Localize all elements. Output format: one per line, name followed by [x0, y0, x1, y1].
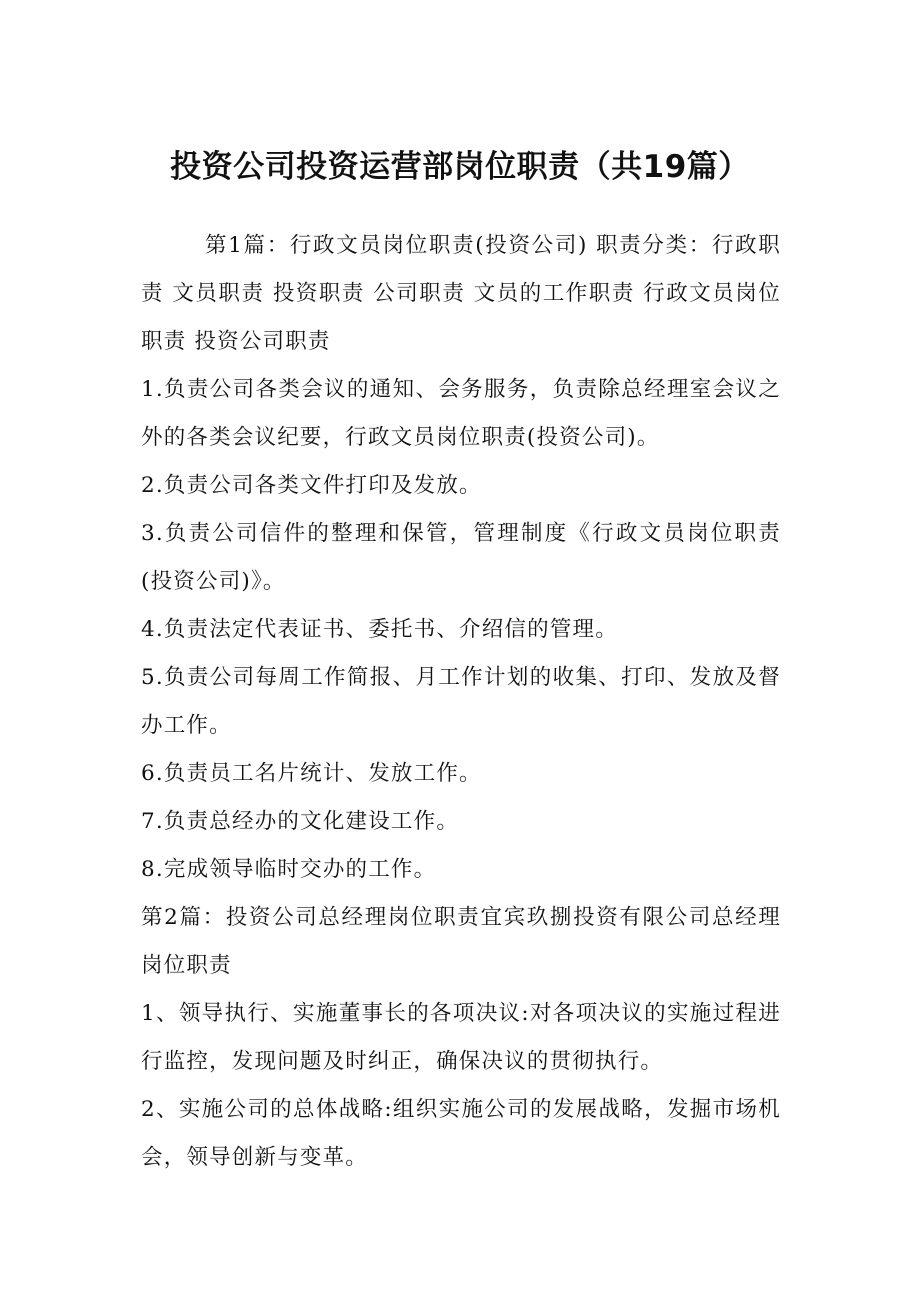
- duty-item: 1、领导执行、实施董事长的各项决议:对各项决议的实施过程进行监控，发现问题及时纠正，确保决议的贯彻执行。: [141, 1001, 781, 1074]
- duty-item: 5.负责公司每周工作简报、月工作计划的收集、打印、发放及督办工作。: [141, 665, 781, 738]
- duty-item: 1.负责公司各类会议的通知、会务服务，负责除总经理室会议之外的各类会议纪要，行政文员岗位职责(投资公司)。: [141, 377, 781, 450]
- document-body: [141, 222, 781, 1182]
- section-2-heading: 第2篇：投资公司总经理岗位职责宜宾玖捌投资有限公司总经理岗位职责: [141, 905, 781, 978]
- duty-item: 2.负责公司各类文件打印及发放。: [141, 473, 482, 498]
- duty-item: 8.完成领导临时交办的工作。: [141, 857, 437, 882]
- duty-item: 4.负责法定代表证书、委托书、介绍信的管理。: [141, 617, 618, 642]
- document-title: 投资公司投资运营部岗位职责（共19篇）: [170, 149, 750, 185]
- duty-item: 6.负责员工名片统计、发放工作。: [141, 761, 482, 786]
- duty-item: 2、实施公司的总体战略:组织实施公司的发展战略，发掘市场机会，领导创新与变革。: [141, 1097, 781, 1170]
- duty-item: 3.负责公司信件的整理和保管，管理制度《行政文员岗位职责(投资公司)》。: [141, 521, 781, 594]
- duty-item: 7.负责总经办的文化建设工作。: [141, 809, 460, 834]
- section-1-intro: 第1篇：行政文员岗位职责(投资公司) 职责分类：行政职责 文员职责 投资职责 公司职责 文员的工作职责 行政文员岗位职责 投资公司职责: [141, 233, 781, 354]
